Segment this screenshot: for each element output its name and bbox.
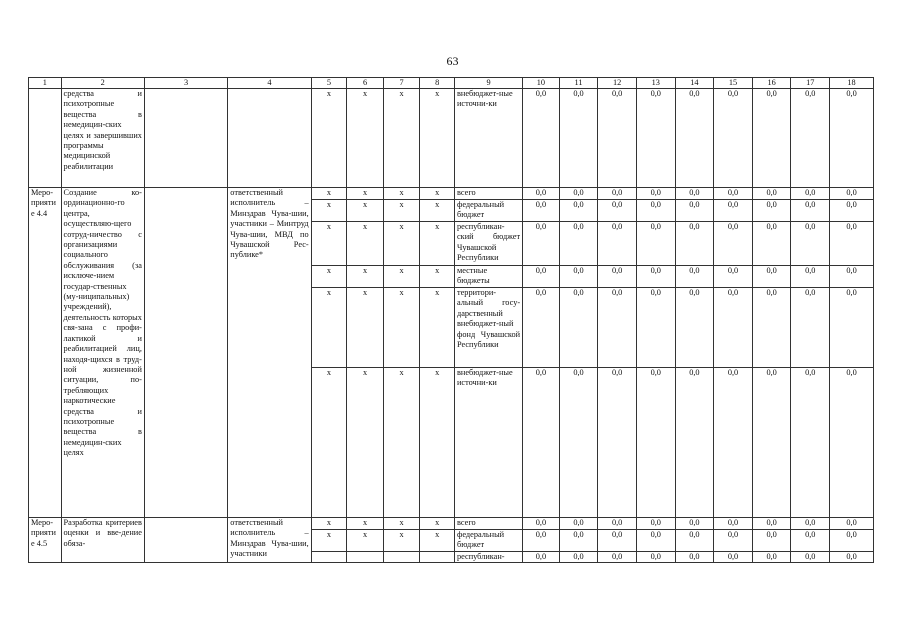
column-number: 7 <box>383 78 420 89</box>
table-row <box>29 188 874 200</box>
value-cell: 0,0 <box>791 288 830 368</box>
value-cell: 0,0 <box>636 222 675 266</box>
value-cell: 0,0 <box>791 530 830 552</box>
x-cell: x <box>420 288 455 368</box>
activity-name: Разработка критериев оценки и вве-дение обяза- <box>61 518 144 563</box>
value-cell: 0,0 <box>598 288 637 368</box>
value-cell: 0,0 <box>791 552 830 563</box>
value-cell: 0,0 <box>752 266 791 288</box>
value-cell: 0,0 <box>675 222 714 266</box>
x-cell: x <box>383 288 420 368</box>
column-numbers-row <box>29 78 874 89</box>
x-cell: x <box>347 200 384 222</box>
funding-source: всего <box>454 518 522 530</box>
value-cell: 0,0 <box>791 368 830 518</box>
value-cell: 0,0 <box>636 552 675 563</box>
value-cell: 0,0 <box>830 368 874 518</box>
executor-cell: ответственный исполнитель – Минздрав Чува-шии, участники – Минтруд Чува-шии, МВД по Чувашской Рес-публике* <box>228 188 311 518</box>
col3-cell <box>144 188 227 518</box>
value-cell: 0,0 <box>714 266 753 288</box>
activity-code: Меро-приятие 4.4 <box>29 188 62 518</box>
value-cell: 0,0 <box>791 188 830 200</box>
column-number: 13 <box>636 78 675 89</box>
x-cell: x <box>420 266 455 288</box>
page-number: 63 <box>446 54 459 68</box>
value-cell: 0,0 <box>752 288 791 368</box>
value-cell: 0,0 <box>636 530 675 552</box>
funding-source: территори-альный госу-дарственный внебюджет-ный фонд Чувашской Республики <box>454 288 522 368</box>
value-cell: 0,0 <box>830 518 874 530</box>
x-cell: x <box>347 222 384 266</box>
x-cell: x <box>420 200 455 222</box>
value-cell: 0,0 <box>598 188 637 200</box>
x-cell: x <box>383 200 420 222</box>
value-cell: 0,0 <box>752 200 791 222</box>
value-cell: 0,0 <box>559 222 598 266</box>
value-cell: 0,0 <box>636 188 675 200</box>
column-number: 2 <box>61 78 144 89</box>
column-number: 18 <box>830 78 874 89</box>
column-number: 10 <box>523 78 560 89</box>
value-cell: 0,0 <box>636 89 675 188</box>
value-cell: 0,0 <box>523 200 560 222</box>
value-cell: 0,0 <box>714 552 753 563</box>
value-cell: 0,0 <box>598 266 637 288</box>
value-cell: 0,0 <box>830 222 874 266</box>
value-cell: 0,0 <box>598 530 637 552</box>
value-cell: 0,0 <box>523 530 560 552</box>
funding-source: республикан-ский бюджет Чувашской Республики <box>454 222 522 266</box>
value-cell: 0,0 <box>559 552 598 563</box>
column-number: 11 <box>559 78 598 89</box>
x-cell: x <box>311 89 347 188</box>
value-cell: 0,0 <box>598 368 637 518</box>
column-number: 15 <box>714 78 753 89</box>
value-cell: 0,0 <box>752 188 791 200</box>
value-cell: 0,0 <box>598 552 637 563</box>
value-cell: 0,0 <box>675 518 714 530</box>
value-cell: 0,0 <box>523 518 560 530</box>
value-cell: 0,0 <box>559 188 598 200</box>
value-cell: 0,0 <box>791 89 830 188</box>
value-cell: 0,0 <box>752 89 791 188</box>
value-cell: 0,0 <box>523 89 560 188</box>
value-cell: 0,0 <box>636 288 675 368</box>
funding-source: внебюджет-ные источни-ки <box>454 89 522 188</box>
value-cell: 0,0 <box>752 518 791 530</box>
value-cell: 0,0 <box>559 200 598 222</box>
value-cell: 0,0 <box>714 200 753 222</box>
column-number: 14 <box>675 78 714 89</box>
x-cell: x <box>347 288 384 368</box>
value-cell: 0,0 <box>598 518 637 530</box>
value-cell: 0,0 <box>559 288 598 368</box>
x-cell: x <box>311 222 347 266</box>
x-cell: x <box>383 266 420 288</box>
x-cell: x <box>311 288 347 368</box>
column-number: 1 <box>29 78 62 89</box>
value-cell: 0,0 <box>598 89 637 188</box>
value-cell: 0,0 <box>636 266 675 288</box>
value-cell: 0,0 <box>675 552 714 563</box>
value-cell: 0,0 <box>636 518 675 530</box>
table-row <box>29 89 874 188</box>
x-cell <box>311 552 347 563</box>
value-cell: 0,0 <box>675 530 714 552</box>
value-cell: 0,0 <box>559 89 598 188</box>
value-cell: 0,0 <box>523 552 560 563</box>
column-number: 17 <box>791 78 830 89</box>
column-number: 6 <box>347 78 384 89</box>
column-number: 16 <box>752 78 791 89</box>
value-cell: 0,0 <box>830 200 874 222</box>
column-number: 9 <box>454 78 522 89</box>
value-cell: 0,0 <box>791 200 830 222</box>
value-cell: 0,0 <box>752 222 791 266</box>
x-cell: x <box>420 188 455 200</box>
column-number: 5 <box>311 78 347 89</box>
value-cell: 0,0 <box>714 222 753 266</box>
value-cell: 0,0 <box>791 222 830 266</box>
table-row <box>29 518 874 530</box>
activity-name: средства и психотропные вещества в немедицин-ских целях и завершивших программы медицинской реабилитации <box>61 89 144 188</box>
column-number: 12 <box>598 78 637 89</box>
value-cell: 0,0 <box>598 200 637 222</box>
x-cell <box>347 552 384 563</box>
value-cell: 0,0 <box>752 530 791 552</box>
x-cell: x <box>420 222 455 266</box>
x-cell: x <box>420 518 455 530</box>
value-cell: 0,0 <box>636 368 675 518</box>
x-cell: x <box>420 530 455 552</box>
col3-cell <box>144 89 227 188</box>
value-cell: 0,0 <box>523 266 560 288</box>
value-cell: 0,0 <box>559 266 598 288</box>
value-cell: 0,0 <box>636 200 675 222</box>
x-cell: x <box>347 188 384 200</box>
x-cell: x <box>420 89 455 188</box>
value-cell: 0,0 <box>675 368 714 518</box>
value-cell: 0,0 <box>830 530 874 552</box>
program-table <box>28 77 874 563</box>
value-cell: 0,0 <box>791 266 830 288</box>
x-cell: x <box>311 530 347 552</box>
value-cell: 0,0 <box>675 266 714 288</box>
executor-cell <box>228 89 311 188</box>
x-cell: x <box>383 518 420 530</box>
x-cell: x <box>347 518 384 530</box>
funding-source: всего <box>454 188 522 200</box>
value-cell: 0,0 <box>675 89 714 188</box>
x-cell: x <box>311 368 347 518</box>
x-cell: x <box>311 518 347 530</box>
x-cell: x <box>420 368 455 518</box>
value-cell: 0,0 <box>830 288 874 368</box>
x-cell: x <box>347 266 384 288</box>
x-cell: x <box>311 200 347 222</box>
x-cell: x <box>347 89 384 188</box>
activity-code: Меро-приятие 4.5 <box>29 518 62 563</box>
funding-source: федеральный бюджет <box>454 530 522 552</box>
x-cell: x <box>383 222 420 266</box>
funding-source: федеральный бюджет <box>454 200 522 222</box>
value-cell: 0,0 <box>559 368 598 518</box>
value-cell: 0,0 <box>714 518 753 530</box>
value-cell: 0,0 <box>675 188 714 200</box>
funding-source: внебюджет-ные источни-ки <box>454 368 522 518</box>
x-cell: x <box>383 188 420 200</box>
x-cell: x <box>347 530 384 552</box>
value-cell: 0,0 <box>523 188 560 200</box>
executor-cell: ответственный исполнитель – Минздрав Чува-шии, участники <box>228 518 311 563</box>
value-cell: 0,0 <box>523 288 560 368</box>
x-cell: x <box>311 188 347 200</box>
value-cell: 0,0 <box>714 530 753 552</box>
value-cell: 0,0 <box>714 368 753 518</box>
x-cell: x <box>383 368 420 518</box>
value-cell: 0,0 <box>714 188 753 200</box>
value-cell: 0,0 <box>523 368 560 518</box>
value-cell: 0,0 <box>559 530 598 552</box>
value-cell: 0,0 <box>830 266 874 288</box>
value-cell: 0,0 <box>830 188 874 200</box>
activity-name: Создание ко-ординационно-го центра, осуществляю-щего сотруд-ничество с организациями социального обслуживания (за исключе-нием государ-ственных (му-ниципальных) учреждений), деятельность которых свя-зана с профи-лактикой и реабилитацией лиц, находя-щихся в труд-ной жизненной ситуации, по-требляющих наркотические средства и психотропные вещества в немедицин-ских целях <box>61 188 144 518</box>
funding-source: республикан- <box>454 552 522 563</box>
value-cell: 0,0 <box>598 222 637 266</box>
column-number: 3 <box>144 78 227 89</box>
x-cell: x <box>383 530 420 552</box>
x-cell: x <box>383 89 420 188</box>
funding-source: местные бюджеты <box>454 266 522 288</box>
value-cell: 0,0 <box>830 552 874 563</box>
value-cell: 0,0 <box>523 222 560 266</box>
x-cell <box>383 552 420 563</box>
x-cell: x <box>311 266 347 288</box>
value-cell: 0,0 <box>559 518 598 530</box>
x-cell: x <box>347 368 384 518</box>
x-cell <box>420 552 455 563</box>
value-cell: 0,0 <box>714 288 753 368</box>
column-number: 4 <box>228 78 311 89</box>
column-number: 8 <box>420 78 455 89</box>
value-cell: 0,0 <box>675 288 714 368</box>
value-cell: 0,0 <box>675 200 714 222</box>
value-cell: 0,0 <box>791 518 830 530</box>
col3-cell <box>144 518 227 563</box>
value-cell: 0,0 <box>830 89 874 188</box>
value-cell: 0,0 <box>752 552 791 563</box>
value-cell: 0,0 <box>752 368 791 518</box>
code-cell <box>29 89 62 188</box>
value-cell: 0,0 <box>714 89 753 188</box>
